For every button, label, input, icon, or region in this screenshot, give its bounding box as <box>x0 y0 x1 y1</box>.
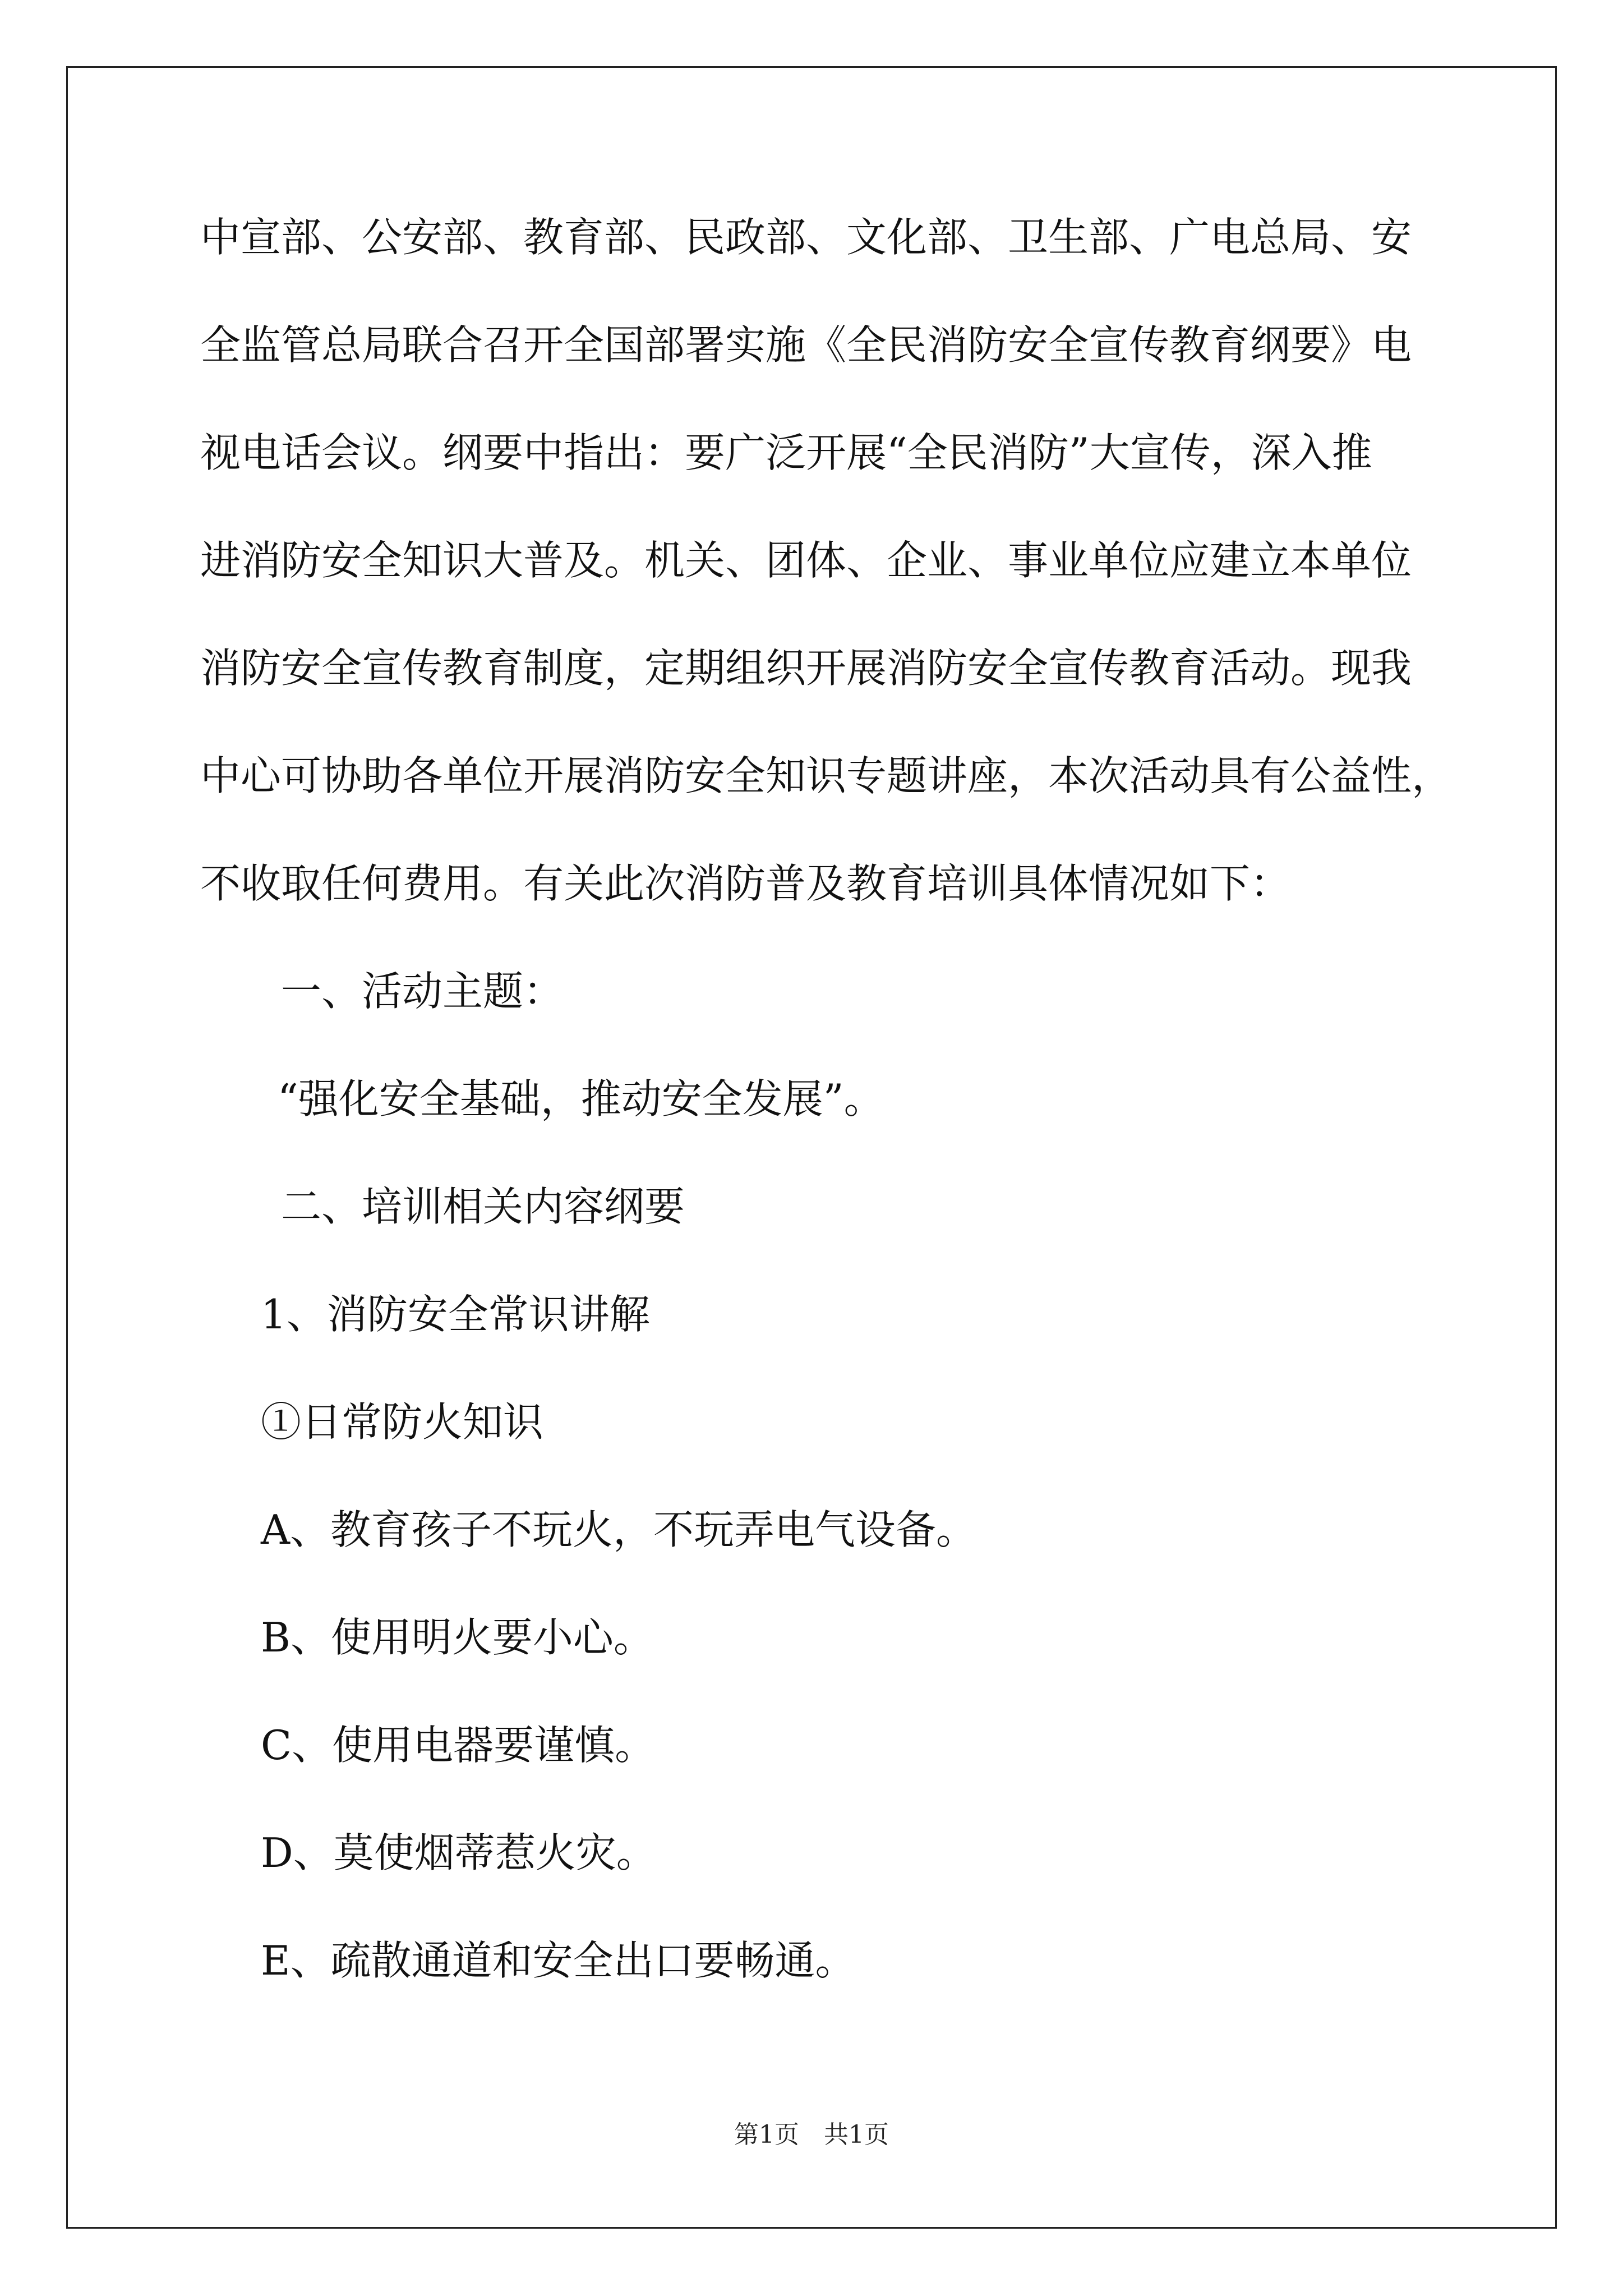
paragraph-line: 中心可协助各单位开展消防安全知识专题讲座，本次活动具有公益性， <box>200 752 1453 799</box>
list-item: C、使用电器要谨慎。 <box>261 1722 656 1769</box>
section-heading-content: 二、培训相关内容纲要 <box>281 1183 685 1230</box>
sub-item-heading: ①日常防火知识 <box>261 1398 544 1446</box>
page-footer: 第1页 共1页 <box>734 2120 889 2149</box>
paragraph-line: 不收取任何费用。有关此次消防普及教育培训具体情况如下： <box>200 860 1291 907</box>
list-item: D、莫使烟蒂惹火灾。 <box>261 1829 657 1876</box>
paragraph-line: 中宣部、公安部、教育部、民政部、文化部、卫生部、广电总局、安 <box>200 214 1412 261</box>
list-item: E、疏散通道和安全出口要畅通。 <box>261 1937 856 1984</box>
list-item: B、使用明火要小心。 <box>261 1614 654 1661</box>
list-item: A、教育孩子不玩火，不玩弄电气设备。 <box>261 1506 976 1553</box>
list-item-heading: 1、消防安全常识讲解 <box>261 1291 650 1338</box>
theme-text: “强化安全基础，推动安全发展”。 <box>278 1075 884 1122</box>
document-body <box>200 210 1453 2041</box>
intro-paragraph <box>200 210 1453 910</box>
paragraph-line: 视电话会议。纲要中指出：要广泛开展“全民消防”大宣传，深入推 <box>200 429 1372 476</box>
paragraph-line: 进消防安全知识大普及。机关、团体、企业、事业单位应建立本单位 <box>200 537 1412 584</box>
paragraph-line: 全监管总局联合召开全国部署实施《全民消防安全宣传教育纲要》电 <box>200 321 1412 369</box>
section-heading-theme: 一、活动主题： <box>281 968 564 1015</box>
paragraph-line: 消防安全宣传教育制度，定期组织开展消防安全宣传教育活动。现我 <box>200 645 1412 692</box>
